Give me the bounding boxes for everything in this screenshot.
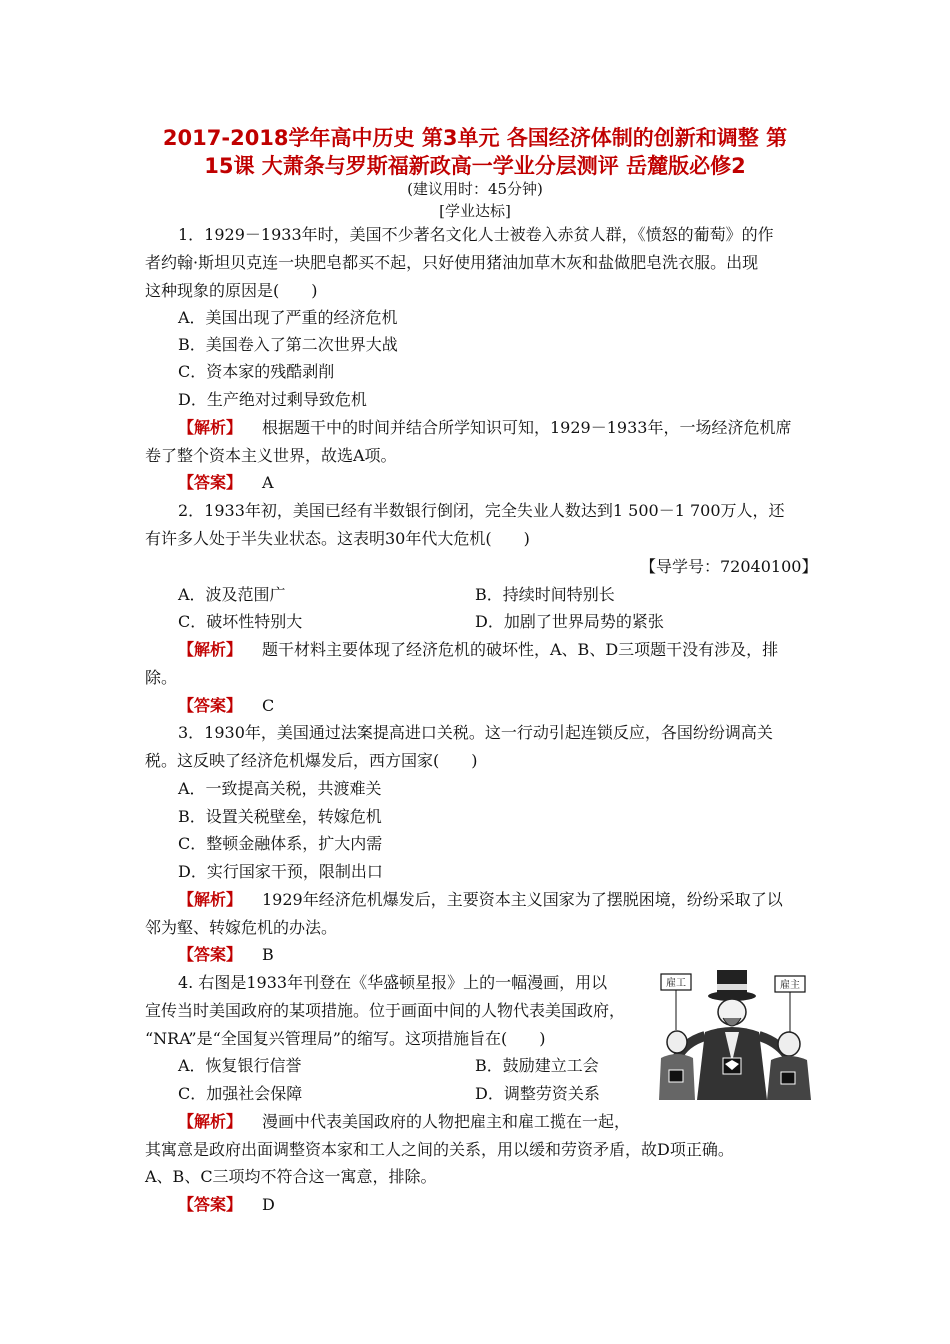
q1-stem-line-3: 这种现象的原因是( ): [145, 281, 318, 300]
q1-analysis-line-2: 卷了整个资本主义世界，故选A项。: [145, 446, 397, 465]
q4-answer: D: [262, 1195, 275, 1214]
q4-analysis-line-2: 其寓意是政府出面调整资本家和工人之间的关系，用以缓和劳资矛盾，故D项正确。: [145, 1140, 734, 1159]
q4-option-b: B．鼓励建立工会: [475, 1056, 599, 1075]
q2-stem-line-2: 有许多人处于半失业状态。这表明30年代大危机( ): [145, 529, 530, 548]
q4-analysis-line-3: A、B、C三项均不符合这一寓意，排除。: [145, 1167, 437, 1186]
q1-analysis-label: 【解析】: [178, 418, 243, 437]
q4-analysis-label: 【解析】: [178, 1112, 243, 1131]
q3-analysis-line-1: 1929年经济危机爆发后，主要资本主义国家为了摆脱困境，纷纷采取了以: [262, 890, 783, 909]
q1-answer-label: 【答案】: [178, 473, 243, 492]
q2-analysis-line-1: 题干材料主要体现了经济危机的破坏性，A、B、D三项题干没有涉及，排: [262, 640, 779, 659]
q1-answer: A: [262, 473, 274, 492]
q1-analysis-line-1: 根据题干中的时间并结合所学知识可知，1929－1933年，一场经济危机席: [262, 418, 792, 437]
cartoon-label-employer: 雇主: [780, 980, 800, 991]
q4-option-c: C．加强社会保障: [178, 1084, 303, 1103]
q1-option-b: B．美国卷入了第二次世界大战: [178, 335, 398, 354]
q4-stem-line-1: 4. 右图是1933年刊登在《华盛顿星报》上的一幅漫画，用以: [178, 973, 608, 992]
q1-option-a: A．美国出现了严重的经济危机: [178, 308, 398, 327]
cartoon-label-worker: 雇工: [666, 978, 686, 989]
q3-option-d: D．实行国家干预，限制出口: [178, 862, 383, 881]
q2-option-d: D．加剧了世界局势的紧张: [475, 612, 664, 631]
q3-answer: B: [262, 945, 274, 964]
q4-option-d: D．调整劳资关系: [475, 1084, 600, 1103]
q2-stem-line-1: 2．1933年初，美国已经有半数银行倒闭，完全失业人数达到1 500－1 700万人，还: [178, 501, 785, 520]
section-heading: [学业达标]: [439, 202, 511, 220]
q2-option-c: C．破坏性特别大: [178, 612, 303, 631]
q3-analysis-label: 【解析】: [178, 890, 243, 909]
q3-option-b: B．设置关税壁垒，转嫁危机: [178, 807, 382, 826]
q3-option-c: C．整顿金融体系，扩大内需: [178, 834, 383, 853]
title-line-2: 15课 大萧条与罗斯福新政高一学业分层测评 岳麓版必修2: [204, 154, 746, 178]
q4-stem-line-3: “NRA”是“全国复兴管理局”的缩写。这项措施旨在( ): [145, 1029, 546, 1048]
suggested-time: (建议用时：45分钟): [407, 180, 543, 198]
title-line-1: 2017-2018学年高中历史 第3单元 各国经济体制的创新和调整 第: [162, 126, 788, 150]
q3-stem-line-2: 税。这反映了经济危机爆发后，西方国家( ): [145, 751, 478, 770]
q4-stem-line-2: 宣传当时美国政府的某项措施。位于画面中间的人物代表美国政府，: [145, 1001, 626, 1020]
q2-option-b: B．持续时间特别长: [475, 585, 615, 604]
q4-analysis-line-1: 漫画中代表美国政府的人物把雇主和雇工揽在一起，: [262, 1112, 631, 1131]
q3-stem-line-1: 3．1930年，美国通过法案提高进口关税。这一行动引起连锁反应，各国纷纷调高关: [178, 723, 773, 742]
q2-answer: C: [262, 696, 275, 715]
q2-answer-label: 【答案】: [178, 696, 243, 715]
q1-stem-line-2: 者约翰·斯坦贝克连一块肥皂都买不起，只好使用猪油加草木灰和盐做肥皂洗衣服。出现: [145, 253, 759, 272]
q2-analysis-line-2: 除。: [145, 668, 178, 687]
q2-guide-number: 【导学号：72040100】: [640, 557, 818, 576]
q3-answer-label: 【答案】: [178, 945, 243, 964]
nra-cartoon-image: [655, 962, 815, 1102]
q3-analysis-line-2: 邻为壑、转嫁危机的办法。: [145, 918, 338, 937]
q4-option-a: A．恢复银行信誉: [178, 1056, 302, 1075]
q1-option-d: D．生产绝对过剩导致危机: [178, 390, 367, 409]
q2-analysis-label: 【解析】: [178, 640, 243, 659]
q2-option-a: A．波及范围广: [178, 585, 286, 604]
q3-option-a: A．一致提高关税，共渡难关: [178, 779, 382, 798]
q1-option-c: C．资本家的残酷剥削: [178, 362, 335, 381]
q4-answer-label: 【答案】: [178, 1195, 243, 1214]
q1-stem-line-1: 1．1929－1933年时，美国不少著名文化人士被卷入赤贫人群，《愤怒的葡萄》的作: [178, 225, 774, 244]
